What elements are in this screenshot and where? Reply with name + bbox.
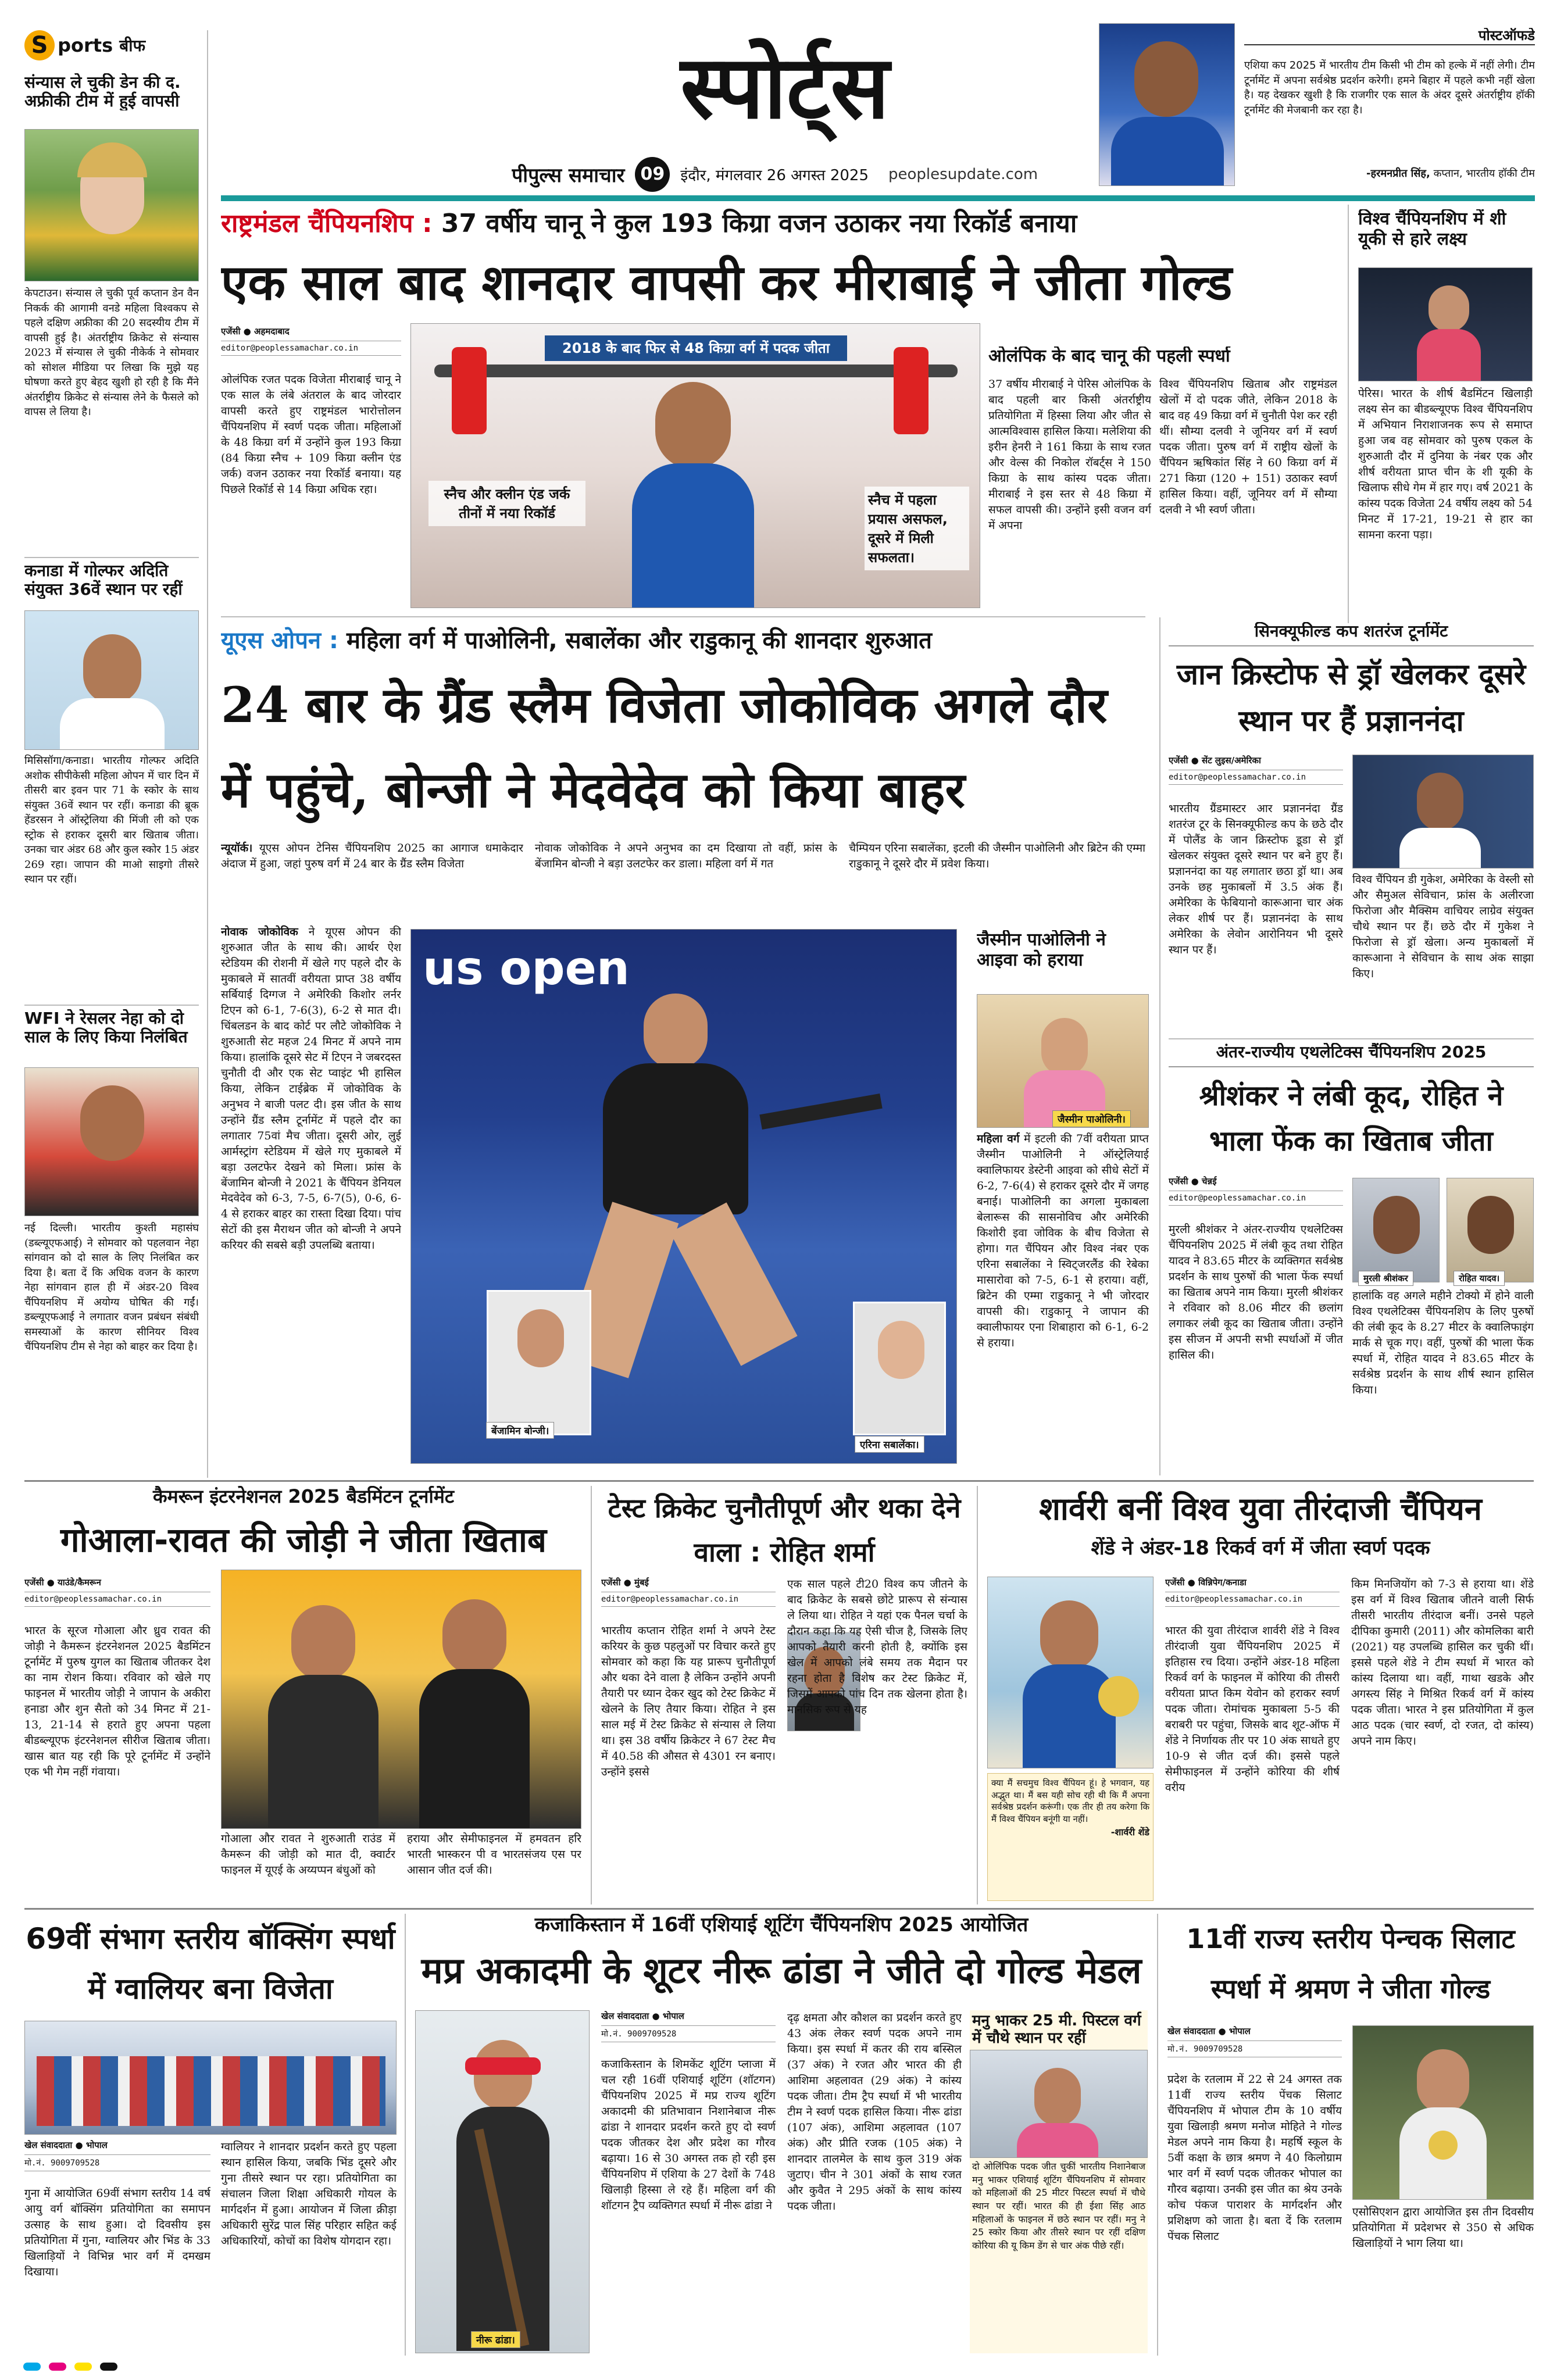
badminton-byline-place: याउंडे/कैमरून	[58, 1577, 101, 1588]
pencak-phone: मो.नं. 9009709528	[1167, 2040, 1342, 2057]
rohit-p1: भारतीय कप्तान रोहित शर्मा ने अपने टेस्ट करियर के कुछ पहलुओं पर विचार करते हुए सोमवार को कहा कि यह प्रारूप चुनौतीपूर्ण और थका देने वाला है लेकिन उन्होंने अपनी तैयारी पर ध्यान देकर खुद को टेस्ट क्रिकेट में खेलने के लिए तैयार किया। रोहित ने इस साल मई में टेस्ट क्रिकेट से संन्यास ले लिया था। इस 38 वर्षीय क्रिकेटर ने 67 टेस्ट मैच में 40.58 की औसत से 4301 रन बनाए। उन्होंने इससे	[601, 1624, 776, 1778]
rohit-byline-place: मुंबई	[634, 1577, 649, 1588]
usopen-p1-text: यूएस ओपन टेनिस चैंपियनशिप 2025 का आगाज धमाकेदार अंदाज में हुआ, जहां पुरुष वर्ग में 24 बार के ग्रैंड स्लैम विजेता	[221, 842, 523, 870]
brief-1-title: संन्यास ले चुकी डेन की द. अफ्रीकी टीम में हुई वापसी	[24, 73, 181, 111]
brief-3-body: नई दिल्ली। भारतीय कुश्ती महासंघ (डब्ल्यूएफआई) ने सोमवार को पहलवान नेहा सांगवान को दो साल के लिए निलंबित कर दिया है। बता दें कि अधिक वजन के कारण नेहा सांगवान हाल ही में अंडर-20 विश्व चैंपियनशिप में अयोग्य घोषित की गईं। डब्ल्यूएफआई ने लगातार वजन प्रबंधन संबंधी समस्याओं के कारण सीनियर विश्व चैंपियनशिप टीम से नेहा को बाहर कर दिया है।	[24, 1222, 199, 1353]
usopen-logo-text: us open	[423, 941, 630, 995]
photo-note-2: स्नैच में पहला प्रयास असफल, दूसरे में मिली सफलता।	[865, 487, 969, 570]
masthead-rule	[221, 195, 1535, 201]
paper-name: पीपुल्स समाचार	[512, 164, 625, 187]
page-number: 09	[635, 157, 670, 192]
mirabai-photo	[410, 323, 980, 608]
registration-marks	[23, 2360, 1534, 2373]
lead-byline-place: अहमदाबाद	[254, 326, 290, 337]
badminton-p3: हराया और सेमीफाइनल में हमवतन हरि भारती भास्करन पी व भारतसंजय एस पर आसान जीत दर्ज की।	[407, 1832, 581, 1877]
chess-byline-place: सेंट लुइस/अमेरिका	[1202, 755, 1261, 766]
paolini-title: जैस्मीन पाओलिनी ने आइवा को हराया	[977, 930, 1106, 970]
rohit-divider	[591, 1486, 592, 1904]
paolini-photo	[977, 994, 1149, 1128]
athletics-p1: मुरली श्रीशंकर ने अंतर-राज्यीय एथलेटिक्स चैंपियनशिप 2025 में लंबी कूद तथा रोहित यादव ने 83.65 मीटर के व्यक्तिगत सर्वश्रेष्ठ प्रदर्शन के साथ पुरुषों की भाला फेंक स्पर्धा का खिताब अपने नाम किया। मुरली श्रीशंकर ने रविवार को 8.06 मीटर की छलांग लगाकर लंबी कूद का खिताब जीता। उन्होंने इस सीजन में अपनी सभी स्पर्धाओं में जीत हासिल की।	[1169, 1223, 1343, 1361]
neeru-caption: नीरू ढांडा।	[471, 2331, 520, 2348]
lead-headline: एक साल बाद शानदार वापसी कर मीराबाई ने जीता गोल्ड	[221, 253, 1233, 311]
usopen-p1	[221, 841, 523, 922]
dateline: इंदौर, मंगलवार 26 अगस्त 2025	[680, 167, 869, 184]
boxing-headline: 69वीं संभाग स्तरीय बॉक्सिंग स्पर्धा में ग्वालियर बना विजेता	[26, 1922, 395, 2006]
archery-quote-box	[987, 1773, 1154, 1901]
usopen-p4-text: ने यूएस ओपन की शुरुआत जीत के साथ की। आर्थर ऐश स्टेडियम की रोशनी में खेले गए पहले दौर के मुकाबले में सातवीं वरीयता प्राप्त 38 वर्षीय सर्बियाई दिग्गज ने अमेरिकी किशोर लर्नर टिएन को 6-1, 7-6(3), 6-2 से मात दी। चिंबलडन के बाद कोर्ट पर लौटे जोकोविक ने शुरुआती सेट महज 24 मिनट में अपने नाम किया। हालांकि दूसरे सेट में टिएन ने जबरदस्त चुनौती दी और एक सेट प्वाइंट भी हासिल किया, लेकिन टाईब्रेक में जोकोविक के अनुभव ने बाजी पलट दी। इस जीत के साथ उन्होंने ग्रैंड स्लैम टूर्नामेंट में पहले दौर का लगातार 75वां मैच जीता। दूसरी ओर, लुई आर्मस्ट्रांग स्टेडियम में खेले गए मुकाबले में बड़ा उलटफेर देखने को मिला। फ्रांस के बेंजामिन बोन्जी ने 2021 के चैंपियन डेनियल मेदवेदेव को 6-3, 7-5, 6-7(5), 0-6, 6-4 से हराकर बाहर का रास्ता दिखा दिया। पांच सेटों की इस मैराथन जीत को बोन्जी ने अपने करियर की सबसे बड़ी उपलब्धि बताया।	[221, 925, 401, 1252]
shooting-phone: मो.नं. 9009709528	[601, 2025, 776, 2042]
rohit-yadav-photo	[1447, 1178, 1534, 1282]
photo-note-1: स्नैच और क्लीन एंड जर्क तीनों में नया रिकॉर्ड	[428, 481, 585, 526]
paolini-caption: जैस्मीन पाओलिनी।	[1052, 1110, 1131, 1127]
brief-1-body: केपटाउन। संन्यास ले चुकी पूर्व कप्तान डेन वैन निकर्क की आगामी वनडे महिला विश्वकप से पहले दक्षिण अफ्रीका की 20 सदस्यीय टीम में वापसी हुई है। अंतर्राष्ट्रीय क्रिकेट से संन्यास 2023 में संन्यास ले चुकी नीकेर्क ने सोमवार को सोशल मीडिया पर लिखा कि मुझे यह घोषणा करते हुए बेहद खुशी हो रही है कि मैंने अंतर्राष्ट्रीय क्रिकेट से संन्यास लेने के फैसले को वापस ले लिया है।	[24, 287, 199, 419]
usopen-lead1: न्यूयॉर्क।	[221, 842, 253, 855]
usopen-p4	[221, 924, 401, 1471]
chess-p2: विश्व चैंपियन डी गुकेश, अमेरिका के वेस्ली सो और सैमुअल सेविचान, फ्रांस के अलीरजा फिरोजा और मैक्सिम वाचियर लाग्रेव संयुक्त चौथे स्थान पर हैं। छठे दौर में गुकेश ने फिरोजा से ड्रॉ खेला। अन्य मुकाबलों में कारूआना ने सेविचान के साथ अंक साझा किए।	[1352, 873, 1534, 980]
athletics-rule	[1169, 1038, 1534, 1039]
site-url: peoplesupdate.com	[888, 166, 1038, 183]
brief-1-photo	[24, 129, 199, 281]
shooting-kicker: कजाकिस्तान में 16वीं एशियाई शूटिंग चैंपियनशिप 2025 आयोजित	[534, 1914, 1029, 1936]
archery-byline-place: विन्निपेग/कनाडा	[1198, 1577, 1247, 1588]
right-divider	[1159, 617, 1160, 1475]
archery-byline-agency: एजेंसी	[1165, 1577, 1185, 1588]
lead-kicker	[221, 205, 1337, 243]
boxing-phone: मो.नं. 9009709528	[24, 2154, 210, 2171]
lakshya-photo	[1358, 267, 1533, 381]
usopen-p2: नोवाक जोकोविक ने अपने अनुभव का दम दिखाया तो वहीं, फ्रांस के बेंजामिन बोन्जी ने बड़ा उलटफेर कर डाला। महिला वर्ग में गत	[535, 842, 837, 870]
athletics-byline-place: चेन्नई	[1202, 1176, 1217, 1187]
boxing-byline: खेल संवाददाता ● भोपाल मो.नं. 9009709528	[24, 2139, 210, 2177]
brief-3-photo	[24, 1067, 199, 1216]
sreeshankar-caption: मुरली श्रीशंकर	[1358, 1271, 1413, 1286]
brief-2-title: कनाडा में गोल्फर अदिति संयुक्त 36वें स्थान पर रहीं	[24, 562, 183, 599]
badminton-kicker: कैमरून इंटरनेशनल 2025 बैडमिंटन टूर्नामेंट	[152, 1486, 454, 1507]
harmanpreet-photo	[1099, 23, 1235, 186]
pencak-divider	[1157, 1914, 1158, 2356]
lead-byline-agency: एजेंसी	[221, 326, 241, 337]
badminton-p1: भारत के सूरज गोआला और ध्रुव रावत की जोड़ी ने कैमरून इंटरनेशनल 2025 बैडमिंटन टूर्नामेंट में पुरुष युगल का खिताब जीतकर देश का नाम रोशन किया। रविवार को खेले गए फाइनल में भारतीय जोड़ी ने जापान के अकीरा हनाडा और शुन सैतो को 34 मिनट में 21-13, 21-14 से हराते हुए अपना पहला बीडब्ल्यूएफ इंटरनेशनल सीरीज खिताब जीता। खास बात यह रही कि पूरे टूर्नामेंट में उन्होंने एक भी गेम नहीं गंवाया।	[24, 1624, 210, 1778]
shooting-headline: मप्र अकादमी के शूटर नीरू ढांडा ने जीते दो गोल्ड मेडल	[421, 1949, 1142, 1992]
manu-box	[970, 2010, 1148, 2353]
brief-2-photo	[24, 610, 199, 750]
badminton-email: editor@peoplessamachar.co.in	[24, 1592, 210, 1607]
usopen-lead2: नोवाक जोकोविक	[221, 925, 298, 938]
lakshya-divider	[1348, 205, 1349, 623]
usopen-kicker	[221, 622, 1145, 659]
shende-photo	[987, 1577, 1154, 1768]
lakshya-body: पेरिस। भारत के शीर्ष बैडमिंटन खिलाड़ी लक्ष्य सेन का बीडब्ल्यूएफ विश्व चैंपियनशिप में अभियान निराशाजनक रूप से समाप्त हुआ जब वह सोमवार को पुरुष एकल के शुरुआती दौर में दुनिया के नंबर एक और शीर्ष वरीयता प्राप्त चीन के शी यूकी के खिलाफ सीधे गेम में हार गए। वर्ष 2021 के कांस्य पदक विजेता 24 वर्षीय लक्ष्य को 54 मिनट में 17-21, 19-21 से हार का सामना करना पड़ा।	[1358, 387, 1533, 541]
pencak-byline-agency: खेल संवाददाता	[1167, 2026, 1216, 2036]
chess-p1: भारतीय ग्रैंडमास्टर आर प्रज्ञाननंदा ग्रैंड शतरंज टूर के सिनक्यूफील्ड कप के छठे दौर में पोलैंड के जान क्रिस्टोफ डूडा से ड्रॉ खेलकर संयुक्त दूसरे स्थान पर बने हुए हैं। प्रज्ञाननंदा का यह लगातार छठा ड्रॉ था। अब उनके छह मुकाबलों में 3.5 अंक हैं। अमेरिका के फेबियानो कारूआना चार अंक लेकर शीर्ष पर हैं। प्रज्ञाननंदा के साथ अमेरिका के लेवोन आरोनियन भी दूसरे स्थान पर हैं।	[1169, 802, 1343, 956]
pencak-p1: प्रदेश के रतलाम में 22 से 24 अगस्त तक 11वीं राज्य स्तरीय पेंचक सिलाट चैंपियनशिप में भोपाल टीम के 10 वर्षीय युवा खिलाड़ी श्रमण मनोज मोहिते ने गोल्ड मेडल अपने नाम किया है। महर्षि स्कूल के 5वीं कक्षा के छात्र श्रमण ने 40 किलोग्राम भार वर्ग में स्वर्ण पदक जीतकर भोपाल का गौरव बढ़ाया। उनकी इस जीत का श्रेय उनके कोच पंकज पाराशर के मार्गदर्शन और प्रशिक्षण को जाता है। बता दें कि रतलाम पेंचक सिलाट	[1167, 2073, 1342, 2243]
usopen-kicker-text: महिला वर्ग में पाओलिनी, सबालेंका और राडुकानू की शानदार शुरुआत	[347, 627, 932, 654]
reg-mark	[100, 2363, 117, 2371]
lead-kicker-text: 37 वर्षीय चानू ने कुल 193 किग्रा वजन उठाकर नया रिकॉर्ड बनाया	[441, 209, 1077, 238]
brief-rule-2	[24, 1005, 199, 1006]
masthead-strip	[512, 157, 1093, 192]
rohit-email: editor@peoplessamachar.co.in	[601, 1592, 776, 1607]
chess-kicker: सिनक्यूफील्ड कप शतरंज टूर्नामेंट	[1169, 622, 1534, 646]
brief-logo-s: S	[24, 30, 55, 60]
rohit-yadav-caption: रोहित यादव।	[1454, 1271, 1505, 1286]
row3-rule	[24, 1480, 1534, 1482]
brief-3-title: WFI ने रेसलर नेहा को दो साल के लिए किया निलंबित	[24, 1009, 188, 1047]
rohit-p2: एक साल पहले टी20 विश्व कप जीतने के बाद क्रिकेट के सबसे छोटे प्रारूप से संन्यास ले लिया था। रोहित ने यहां एक पैनल चर्चा के दौरान कहा कि यह ऐसी चीज है, जिसके लिए आपको तैयारी करनी होती है, क्योंकि इस खेल में आपको लंबे समय तक मैदान पर रहना होता है विशेष कर टेस्ट क्रिकेट में, जिसमें आपको पांच दिन तक खेलना होता है। मानसिक रूप से यह	[787, 1578, 967, 1716]
postcard-label: पोस्टऑफडे	[1244, 28, 1535, 45]
lakshya-title: विश्व चैंपियनशिप में शी यूकी से हारे लक्ष्य	[1358, 209, 1506, 249]
athletics-headline: श्रीशंकर ने लंबी कूद, रोहित ने भाला फेंक का खिताब जीता	[1199, 1080, 1504, 1157]
chess-byline: एजेंसी ● सेंट लुइस/अमेरिका editor@peoplessamachar.co.in	[1169, 755, 1343, 791]
shooting-p1: कजाकिस्तान के शिमकेंट शूटिंग प्लाजा में चल रही 16वीं एशियाई शूटिंग (शॉटगन) चैंपियनशिप 2025 में मप्र राज्य शूटिंग अकादमी की प्रतिभावान निशानेबाज नीरू ढांडा ने शानदार प्रदर्शन करते हुए दो स्वर्ण पदक जीतकर देश और प्रदेश का गौरव बढ़ाया। 16 से 30 अगस्त तक हो रही इस चैंपियनशिप में एशिया के 27 देशों के 748 खिलाड़ी हिस्सा ले रहे हैं। महिला वर्ग की शॉटगन ट्रैप व्यक्तिगत स्पर्धा में नीरू ढांडा ने	[601, 2058, 776, 2212]
badminton-photo	[221, 1570, 581, 1829]
brief-logo-tag: बीफ	[119, 36, 146, 55]
reg-mark	[74, 2363, 92, 2371]
brief-label	[24, 30, 222, 69]
chess-email: editor@peoplessamachar.co.in	[1169, 770, 1343, 785]
archery-headline: शार्वरी बनीं विश्व युवा तीरंदाजी चैंपियन	[1039, 1491, 1482, 1527]
djokovic-photo	[410, 929, 957, 1464]
shooting-byline: खेल संवाददाता ● भोपाल मो.नं. 9009709528	[601, 2010, 776, 2048]
archery-divider	[977, 1486, 978, 1904]
rohit-byline-agency: एजेंसी	[601, 1577, 621, 1588]
postcard-quote: एशिया कप 2025 में भारतीय टीम किसी भी टीम को हल्के में नहीं लेगी। टीम टूर्नामेंट में अपना सर्वश्रेष्ठ प्रदर्शन करेगी। हमने बिहार में पहले कभी नहीं खेला है। यह देखकर खुशी है कि राजगीर एक साल के अंदर दूसरे अंतर्राष्ट्रीय हॉकी टूर्नामेंट की मेजबानी कर रहा है।	[1244, 59, 1535, 116]
brief-logo-text: ports	[58, 34, 113, 56]
athletics-byline: एजेंसी ● चेन्नई editor@peoplessamachar.co.in	[1169, 1175, 1343, 1212]
pragg-photo	[1352, 755, 1534, 869]
manu-photo	[970, 2050, 1148, 2158]
archery-byline: एजेंसी ● विन्निपेग/कनाडा editor@peoplessamachar.co.in	[1165, 1577, 1340, 1613]
shooting-p2: दृढ़ क्षमता और कौशल का प्रदर्शन करते हुए 43 अंक लेकर स्वर्ण पदक अपने नाम किया। इस स्पर्धा में कतर की राय बस्सिल (37 अंक) ने रजत और भारत की ही आशिमा अहलावत (29 अंक) ने कांस्य पदक जीता। टीम ट्रैप स्पर्धा में भी भारतीय टीम ने स्वर्ण पदक हासिल किया। नीरू ढांडा (107 अंक), आशिमा अहलावत (107 अंक) और प्रीति रजक (105 अंक) ने शानदार तालमेल के साथ कुल 319 अंक जुटाए। चीन ने 301 अंकों के साथ रजत और कुवैत ने 295 अंकों के साथ कांस्य पदक जीता।	[787, 2011, 962, 2213]
usopen-headline: 24 बार के ग्रैंड स्लैम विजेता जोकोविक अगले दौर में पहुंचे, बोन्जी ने मेदवेदेव को किया बाहर	[221, 676, 1108, 819]
boxing-byline-place: भोपाल	[85, 2140, 108, 2150]
manu-body: दो ओलिंपिक पदक जीत चुकीं भारतीय निशानेबाज मनु भाकर एशियाई शूटिंग चैंपियनशिप में सोमवार को महिलाओं की 25 मीटर पिस्टल स्पर्धा में चौथे स्थान पर रहीं। भारत की ही ईशा सिंह आठ महिलाओं के फाइनल में छठे स्थान पर रहीं। मनु ने 25 स्कोर किया और तीसरे स्थान पर रहीं दक्षिण कोरिया की यू किम डेंग से चार अंक पीछे रहीं।	[972, 2160, 1145, 2252]
neeru-photo	[415, 2010, 590, 2353]
athletics-kicker: अंतर-राज्यीय एथलेटिक्स चैंपियनशिप 2025	[1169, 1043, 1534, 1067]
archery-subhead: शेंडे ने अंडर-18 रिकर्व वर्ग में जीता स्वर्ण पदक	[1091, 1537, 1430, 1560]
archery-email: editor@peoplessamachar.co.in	[1165, 1592, 1340, 1607]
rohit-byline: एजेंसी ● मुंबई editor@peoplessamachar.co.in	[601, 1577, 776, 1613]
chess-byline-agency: एजेंसी	[1169, 755, 1188, 766]
chess-headline: जान क्रिस्टोफ से ड्रॉ खेलकर दूसरे स्थान पर हैं प्रज्ञाननंदा	[1176, 657, 1526, 738]
pencak-headline: 11वीं राज्य स्तरीय पेन्चक सिलाट स्पर्धा में श्रमण ने जीता गोल्ड	[1186, 1923, 1515, 2004]
archery-quote: क्या मैं सचमुच विश्व चैंपियन हूं। हे भगवान, यह अद्भुत था। मैं बस यही सोच रही थी कि मैं अपना सर्वश्रेष्ठ प्रदर्शन करूंगी। एक तीर ही तय करेगा कि मैं विश्व चैंपियन बनूंगी या नहीं।	[991, 1778, 1149, 1825]
boxing-photo	[24, 2021, 397, 2135]
lead-byline: एजेंसी ● अहमदाबाद editor@peoplessamachar.co.in	[221, 326, 401, 362]
paolini-body-text: में इटली की 7वीं वरीयता प्राप्त जैस्मीन पाओलिनी ने ऑस्ट्रेलियाई क्वालिफायर डेस्टेनी आइवा को सीधे सेटों में 6-2, 7-6(4) से हराकर दूसरे दौर में जगह बनाई। पाओलिनी का अगला मुकाबला बेलारूस की सासनोविच और अमेरिकी किशोरी इवा जोविक के बीच विजेता से होगा। गत चैंपियन और विश्व नंबर एक एरिना सबालेंका ने स्विट्जरलैंड की रेबेका मासारोवा को 7-5, 6-1 से हराया। वहीं, ब्रिटेन की एम्मा राडुकानू ने भी जोरदार वापसी की। राडुकानू ने जापान की क्वालीफायर एना शिबाहारा को 6-1, 6-2 से हराया।	[977, 1132, 1149, 1349]
shooting-byline-agency: खेल संवाददाता	[601, 2011, 649, 2021]
sreeshankar-photo	[1352, 1178, 1440, 1282]
rohit-headline: टेस्ट क्रिकेट चुनौतीपूर्ण और थका देने वाला : रोहित शर्मा	[608, 1492, 961, 1568]
athletics-email: editor@peoplessamachar.co.in	[1169, 1191, 1343, 1206]
paolini-lead: महिला वर्ग	[977, 1132, 1020, 1145]
photo-banner: 2018 के बाद फिर से 48 किग्रा वर्ग में पदक जीता	[545, 335, 847, 361]
badminton-byline-agency: एजेंसी	[24, 1577, 44, 1588]
usopen-rule	[221, 616, 1145, 617]
lead-col2: 37 वर्षीय मीराबाई ने पेरिस ओलंपिक के बाद पहली बार किसी अंतर्राष्ट्रीय प्रतियोगिता में हिस्सा लिया और जीत से आत्मविश्वास हासिल किया। मलेशिया की इरीन हेनरी ने 161 किग्रा के साथ रजत और वेल्स की निकोल रॉबर्ट्स ने 150 किग्रा के साथ कांस्य पदक जीता। मीराबाई ने इस स्तर से 48 किग्रा में सफल वापसी की। उन्होंने इसी वजन वर्ग में अपना	[988, 378, 1151, 532]
row4-rule	[24, 1908, 1534, 1910]
athletics-byline-agency: एजेंसी	[1169, 1176, 1188, 1187]
postcard-author-role: कप्तान, भारतीय हॉकी टीम	[1433, 167, 1535, 180]
lead-col3: विश्व चैंपियनशिप खिताब और राष्ट्रमंडल खेलों में दो पदक जीते, लेकिन 2018 के बाद वह 49 किग्रा वर्ग में चुनौती पेश कर रही थीं। सौम्या दलवी ने जूनियर वर्ग में स्वर्ण पदक जीता। पुरुष वर्ग में राष्ट्रीय खेलों के चैंपियन ऋषिकांत सिंह ने 60 किग्रा वर्ग में 271 किग्रा (120 + 151) उठाकर स्वर्ण हासिल किया। वहीं, जूनियर वर्ग में सौम्या दलवी ने भी स्वर्ण जीता।	[1159, 378, 1337, 516]
pencak-byline-place: भोपाल	[1229, 2026, 1251, 2036]
bonzi-caption: बेंजामिन बोन्जी।	[486, 1422, 554, 1439]
boxing-p1: गुना में आयोजित 69वीं संभाग स्तरीय 14 वर्ष आयु वर्ग बॉक्सिंग प्रतियोगिता का समापन उत्साह के साथ हुआ। दो दिवसीय इस प्रतियोगिता में गुना, ग्वालियर और भिंड के 33 खिलाड़ियों ने विभिन्न भार वर्ग में दमखम दिखाया।	[24, 2187, 210, 2278]
sabalenka-caption: एरिना सबालेंका।	[855, 1436, 924, 1453]
shraman-photo	[1352, 2025, 1534, 2200]
boxing-byline-agency: खेल संवाददाता	[24, 2140, 73, 2150]
brief-2-body: मिसिसॉगा/कनाडा। भारतीय गोल्फर अदिति अशोक सीपीकेसी महिला ओपन में चार दिन में तीसरी बार इवन पार 71 के स्कोर के साथ संयुक्त 36वें स्थान पर रहीं। कनाडा की ब्रूक हेंडरसन ने ऑस्ट्रेलिया की मिंजी ली को एक स्ट्रोक से हराकर दूसरी बार खिताब जीता। उनका चार अंडर 68 और कुल स्कोर 15 अंडर 269 रहा। जापान की माओ साइगो तीसरे स्थान पर रहीं।	[24, 755, 199, 886]
pencak-p2: एसोसिएशन द्वारा आयोजित इस तीन दिवसीय प्रतियोगिता में प्रदेशभर से 350 से अधिक खिलाड़ियों ने भाग लिया था।	[1352, 2206, 1534, 2250]
athletics-p2: हालांकि वह अगले महीने टोक्यो में होने वाली विश्व एथलेटिक्स चैंपियनशिप के लिए पुरुषों की लंबी कूद के 8.27 मीटर के क्वालिफाइंग मार्क से चूक गए। वहीं, पुरुषों की भाला फेंक स्पर्धा में, रोहित यादव ने 83.65 मीटर के सर्वश्रेष्ठ प्रदर्शन के साथ शीर्ष स्थान हासिल किया।	[1352, 1289, 1534, 1396]
lead-kicker-label: राष्ट्रमंडल चैंपियनशिप :	[221, 209, 433, 238]
archery-p2: किम मिनजियोंग को 7-3 से हराया था। शेंडे इस वर्ग में विश्व खिताब जीतने वाली सिर्फ तीसरी भारतीय तीरंदाज बनीं। उनसे पहले दीपिका कुमारी (2011) और कोमलिका बारी (2021) यह उपलब्धि हासिल कर चुकी थीं। इससे पहले शेंडे ने टीम स्पर्धा में भारत को कांस्य दिलाया था। वहीं, गाथा खडके और अगस्त्य सिंह ने मिश्रित रिकर्व वर्ग में कांस्य पदक जीता। भारत ने इस प्रतियोगिता में कुल आठ पदक (चार स्वर्ण, दो रजत, दो कांस्य) अपने नाम किए।	[1351, 1578, 1534, 1748]
badminton-p2: गोआला और रावत ने शुरुआती राउंड में कैमरून की जोड़ी को मात दी, क्वार्टर फाइनल में यूएई के अय्यप्पन बंधुओं को	[221, 1832, 395, 1877]
postcard-author-name: -हरमनप्रीत सिंह,	[1366, 167, 1430, 180]
postcard-author	[1244, 166, 1535, 180]
boxing-p2: ग्वालियर ने शानदार प्रदर्शन करते हुए पहला स्थान हासिल किया, जबकि भिंड दूसरे और गुना तीसरे स्थान पर रहा। प्रतियोगिता का संचालन जिला शिक्षा अधिकारी गोयल के मार्गदर्शन में हुआ। आयोजन में जिला क्रीड़ा अधिकारी सुरेंद्र पाल सिंह परिहार सहित कई अधिकारियों, कोचों का विशेष योगदान रहा।	[221, 2140, 397, 2247]
shooting-byline-place: भोपाल	[662, 2011, 684, 2021]
archery-p1: भारत की युवा तीरंदाज शार्वरी शेंडे ने विश्व तीरंदाजी युवा चैंपियनशिप 2025 में इतिहास रच दिया। उन्होंने अंडर-18 महिला रिकर्व वर्ग के फाइनल में कोरिया की तीसरी वरीयता प्राप्त किम येवोन को हराकर स्वर्ण पदक जीता। रोमांचक मुकाबला 5-5 की बराबरी पर पहुंचा, जिसके बाद शूट-ऑफ में शेंडे ने निर्णायक तीर पर 10 अंक साधते हुए 10-9 से जीत दर्ज की। इससे पहले सेमीफाइनल में उन्होंने कोरिया की शीर्ष वरीय	[1165, 1624, 1340, 1794]
masthead-title: स्पोर्ट्स	[680, 36, 890, 138]
lead-col1: ओलंपिक रजत पदक विजेता मीराबाई चानू ने एक साल के लंबे अंतराल के बाद जोरदार वापसी करते हुए राष्ट्रमंडल भारोत्तोलन चैंपियनशिप में स्वर्ण पदक जीता। महिलाओं के 48 किग्रा वर्ग में उन्होंने कुल 193 किग्रा (84 किग्रा स्नैच + 109 किग्रा क्लीन एंड जर्क) वजन उठाकर नया रिकॉर्ड बनाया। यह पिछले रिकॉर्ड से 14 किग्रा अधिक रहा।	[221, 373, 401, 496]
usopen-kicker-label: यूएस ओपन :	[221, 627, 339, 654]
lead-email: editor@peoplessamachar.co.in	[221, 341, 401, 356]
badminton-headline: गोआला-रावत की जोड़ी ने जीता खिताब	[60, 1520, 547, 1560]
pencak-byline: खेल संवाददाता ● भोपाल मो.नं. 9009709528	[1167, 2025, 1342, 2063]
shooting-divider	[405, 1914, 406, 2356]
manu-title: मनु भाकर 25 मी. पिस्टल वर्ग में चौथे स्थान पर रहीं	[972, 2012, 1141, 2047]
paolini-body	[977, 1131, 1149, 1474]
archery-quote-author: -शार्वरी शेंडे	[1110, 1826, 1149, 1838]
usopen-p3: चैम्पियन एरिना सबालेंका, इटली की जैस्मीन पाओलिनी और ब्रिटेन की एम्मा राडुकानू ने दूसरे दौर में प्रवेश किया।	[849, 842, 1145, 870]
reg-mark	[23, 2363, 41, 2371]
brief-rule-1	[24, 557, 199, 558]
lead-subhead: ओलंपिक के बाद चानू की पहली स्पर्धा	[988, 346, 1230, 366]
brief-divider	[207, 30, 208, 1478]
badminton-byline: एजेंसी ● याउंडे/कैमरून editor@peoplessamachar.co.in	[24, 1577, 210, 1613]
reg-mark	[49, 2363, 66, 2371]
